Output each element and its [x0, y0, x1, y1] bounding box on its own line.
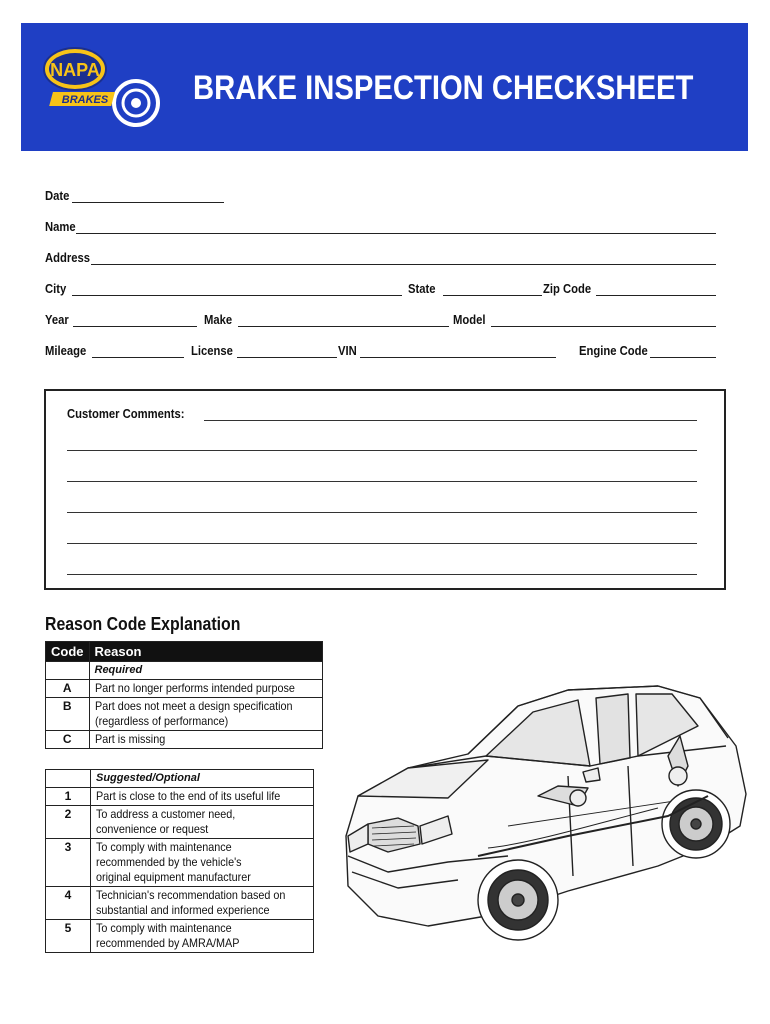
code-cell: 2: [46, 806, 91, 839]
state-label: State: [408, 282, 436, 296]
vin-label: VIN: [338, 344, 357, 358]
reason-cell: To comply with maintenance recommended by the vehicle's original equipment manufacturer: [91, 839, 314, 887]
table-row: [46, 698, 323, 731]
comment-line[interactable]: [67, 543, 697, 544]
car-cutaway-illustration: [328, 676, 750, 976]
vehicle-row: [45, 313, 717, 329]
required-codes-table: [45, 641, 323, 749]
suggested-subheader-row: [46, 770, 314, 788]
reason-cell: Part is close to the end of its useful life: [91, 788, 314, 806]
zip-label: Zip Code: [543, 282, 592, 296]
state-field[interactable]: [443, 295, 542, 296]
reason-cell: Part no longer performs intended purpose: [89, 680, 322, 698]
vin-field[interactable]: [360, 357, 556, 358]
make-field[interactable]: [238, 326, 449, 327]
identification-row: [45, 344, 717, 360]
code-cell: C: [46, 731, 90, 749]
comment-line[interactable]: [67, 450, 697, 451]
model-field[interactable]: [491, 326, 716, 327]
code-cell: 5: [46, 920, 91, 953]
reason-cell: To address a customer need, convenience or request: [91, 806, 314, 839]
comment-line[interactable]: [204, 420, 697, 421]
reason-cell: Part does not meet a design specification (regardless of performance): [89, 698, 322, 731]
comment-line[interactable]: [67, 481, 697, 482]
table-row: [46, 731, 323, 749]
table-row: [46, 920, 314, 953]
table-header-row: [46, 642, 323, 662]
mileage-field[interactable]: [92, 357, 184, 358]
city-row: [45, 282, 717, 298]
suggested-codes-table: [45, 769, 314, 953]
table-row: [46, 788, 314, 806]
reason-column-header: Reason: [89, 642, 322, 662]
zip-field[interactable]: [596, 295, 716, 296]
name-row: [45, 220, 717, 236]
address-label: Address: [45, 251, 91, 265]
required-subheader-row: [46, 662, 323, 680]
license-field[interactable]: [237, 357, 337, 358]
engine-code-label: Engine Code: [579, 344, 648, 358]
reason-code-title: Reason Code Explanation: [45, 614, 241, 634]
suggested-subheader: Suggested/Optional: [91, 770, 314, 788]
reason-cell: Technician's recommendation based on substantial and informed experience: [91, 887, 314, 920]
license-label: License: [191, 344, 233, 358]
code-cell: A: [46, 680, 90, 698]
date-field[interactable]: [72, 202, 224, 203]
code-column-header: Code: [46, 642, 90, 662]
name-label: Name: [45, 220, 76, 234]
engine-code-field[interactable]: [650, 357, 716, 358]
table-row: [46, 806, 314, 839]
mileage-label: Mileage: [45, 344, 87, 358]
make-label: Make: [204, 313, 233, 327]
city-field[interactable]: [72, 295, 402, 296]
year-label: Year: [45, 313, 69, 327]
date-label: Date: [45, 189, 70, 203]
logo-text: NAPA: [50, 60, 100, 80]
header-banner: [21, 23, 748, 151]
code-cell: 1: [46, 788, 91, 806]
customer-comments-label: Customer Comments:: [67, 407, 185, 421]
page-title: BRAKE INSPECTION CHECKSHEET: [193, 69, 694, 107]
address-row: [45, 251, 717, 267]
napa-brakes-logo: [41, 47, 161, 137]
code-cell: 4: [46, 887, 91, 920]
comment-line[interactable]: [67, 574, 697, 575]
reason-cell: Part is missing: [89, 731, 322, 749]
required-subheader: Required: [89, 662, 322, 680]
date-row: [45, 189, 717, 205]
table-row: [46, 887, 314, 920]
customer-comments-box: [44, 389, 726, 590]
table-row: [46, 839, 314, 887]
year-field[interactable]: [73, 326, 197, 327]
code-cell: B: [46, 698, 90, 731]
table-row: [46, 680, 323, 698]
code-cell: 3: [46, 839, 91, 887]
comment-line[interactable]: [67, 512, 697, 513]
model-label: Model: [453, 313, 486, 327]
name-field[interactable]: [76, 233, 716, 234]
reason-cell: To comply with maintenance recommended by AMRA/MAP: [91, 920, 314, 953]
logo-subtext: BRAKES: [61, 94, 109, 106]
address-field[interactable]: [91, 264, 716, 265]
city-label: City: [45, 282, 67, 296]
